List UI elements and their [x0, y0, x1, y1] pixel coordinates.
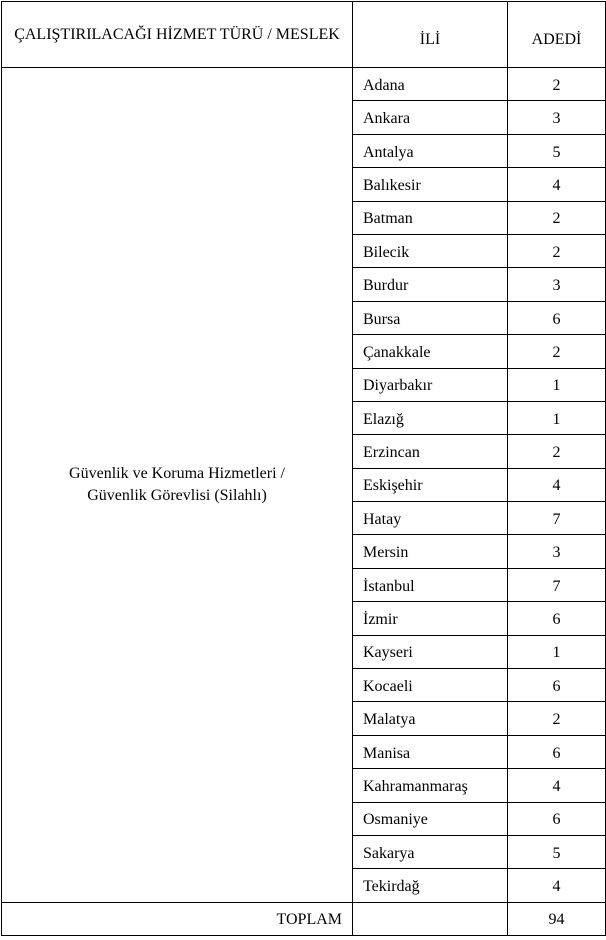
count-cell: 7 [508, 568, 606, 601]
table-row [2, 68, 606, 101]
count-cell: 6 [508, 669, 606, 702]
city-cell: Burdur [353, 268, 508, 301]
city-cell: Osmaniye [353, 802, 508, 835]
city-cell: Bilecik [353, 234, 508, 267]
city-cell: Ankara [353, 101, 508, 134]
service-type-line-2: Güvenlik Görevlisi (Silahlı) [87, 486, 267, 504]
count-cell: 6 [508, 301, 606, 334]
total-label: TOPLAM [2, 902, 353, 935]
city-cell: Hatay [353, 502, 508, 535]
city-cell: Bursa [353, 301, 508, 334]
count-cell: 1 [508, 368, 606, 401]
count-cell: 6 [508, 602, 606, 635]
city-cell: Kocaeli [353, 669, 508, 702]
city-cell: Kahramanmaraş [353, 769, 508, 802]
city-cell: İzmir [353, 602, 508, 635]
header-count: ADEDİ [508, 2, 606, 68]
count-cell: 4 [508, 168, 606, 201]
header-city: İLİ [353, 2, 508, 68]
total-value: 94 [508, 902, 606, 935]
city-cell: Elazığ [353, 401, 508, 434]
count-cell: 4 [508, 769, 606, 802]
count-cell: 1 [508, 635, 606, 668]
count-cell: 3 [508, 268, 606, 301]
city-cell: Kayseri [353, 635, 508, 668]
city-cell: İstanbul [353, 568, 508, 601]
header-row [2, 2, 606, 68]
service-type-line-1: Güvenlik ve Koruma Hizmetleri / [69, 465, 285, 483]
count-cell: 3 [508, 101, 606, 134]
count-cell: 1 [508, 401, 606, 434]
city-cell: Diyarbakır [353, 368, 508, 401]
count-cell: 3 [508, 535, 606, 568]
count-cell: 6 [508, 735, 606, 768]
count-cell: 5 [508, 835, 606, 868]
city-cell: Adana [353, 68, 508, 101]
city-cell: Balıkesir [353, 168, 508, 201]
header-service-type: ÇALIŞTIRILACAĞI HİZMET TÜRÜ / MESLEK [2, 2, 353, 68]
total-row [2, 902, 606, 935]
count-cell: 4 [508, 869, 606, 902]
count-cell: 7 [508, 502, 606, 535]
city-cell: Manisa [353, 735, 508, 768]
count-cell: 2 [508, 702, 606, 735]
count-cell: 2 [508, 234, 606, 267]
count-cell: 4 [508, 468, 606, 501]
staffing-table [1, 1, 606, 936]
table-body [2, 2, 606, 936]
city-cell: Batman [353, 201, 508, 234]
count-cell: 6 [508, 802, 606, 835]
city-cell: Malatya [353, 702, 508, 735]
city-cell: Sakarya [353, 835, 508, 868]
city-cell: Antalya [353, 134, 508, 167]
count-cell: 2 [508, 435, 606, 468]
service-type-cell [2, 68, 353, 903]
total-empty-cell [353, 902, 508, 935]
city-cell: Çanakkale [353, 335, 508, 368]
city-cell: Tekirdağ [353, 869, 508, 902]
city-cell: Erzincan [353, 435, 508, 468]
count-cell: 2 [508, 201, 606, 234]
count-cell: 2 [508, 335, 606, 368]
count-cell: 5 [508, 134, 606, 167]
count-cell: 2 [508, 68, 606, 101]
city-cell: Mersin [353, 535, 508, 568]
city-cell: Eskişehir [353, 468, 508, 501]
